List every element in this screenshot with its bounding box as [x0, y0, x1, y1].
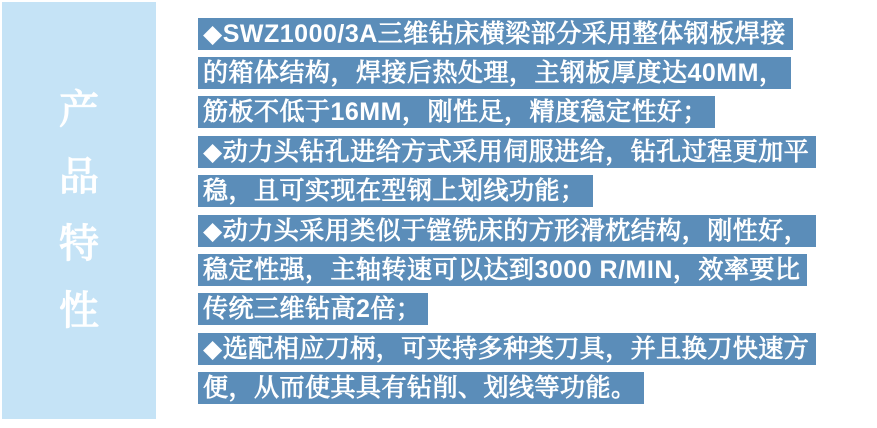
sidebar-title-char: 特: [59, 222, 99, 266]
feature-block-1: [198, 18, 877, 128]
feature-block-4: [198, 333, 877, 404]
sidebar: [2, 2, 156, 419]
sidebar-title-char: 品: [59, 155, 99, 199]
feature-block-2: [198, 136, 877, 207]
feature-line: [198, 333, 877, 365]
feature-line-text: 稳，且可实现在型钢上划线功能；: [198, 175, 593, 207]
feature-line-text: 筋板不低于16MM，刚性足，精度稳定性好；: [198, 96, 715, 128]
feature-line-text: 传统三维钻高2倍；: [198, 293, 428, 325]
feature-line-text: ◆动力头钻孔进给方式采用伺服进给，钻孔过程更加平: [198, 136, 816, 168]
feature-line: [198, 175, 877, 207]
sidebar-title-char: 性: [59, 289, 99, 333]
feature-line: [198, 372, 877, 404]
feature-line-text: ◆选配相应刀柄，可夹持多种类刀具，并且换刀快速方: [198, 333, 816, 365]
feature-line-text: 的箱体结构，焊接后热处理，主钢板厚度达40MM，: [198, 57, 791, 89]
feature-line-text: 便，从而使其具有钻削、划线等功能。: [198, 372, 644, 404]
feature-line-text: ◆SWZ1000/3A三维钻床横梁部分采用整体钢板焊接: [198, 18, 793, 50]
feature-line: [198, 136, 877, 168]
feature-line-text: 稳定性强，主轴转速可以达到3000 R/MIN，效率要比: [198, 254, 807, 286]
feature-line: [198, 254, 877, 286]
feature-list: [198, 18, 877, 412]
feature-line: [198, 57, 877, 89]
feature-block-3: [198, 215, 877, 325]
feature-line-text: ◆动力头采用类似于镗铣床的方形滑枕结构，刚性好，: [198, 215, 816, 247]
feature-line: [198, 293, 877, 325]
feature-line: [198, 18, 877, 50]
feature-line: [198, 215, 877, 247]
feature-line: [198, 96, 877, 128]
sidebar-title-char: 产: [59, 88, 99, 132]
